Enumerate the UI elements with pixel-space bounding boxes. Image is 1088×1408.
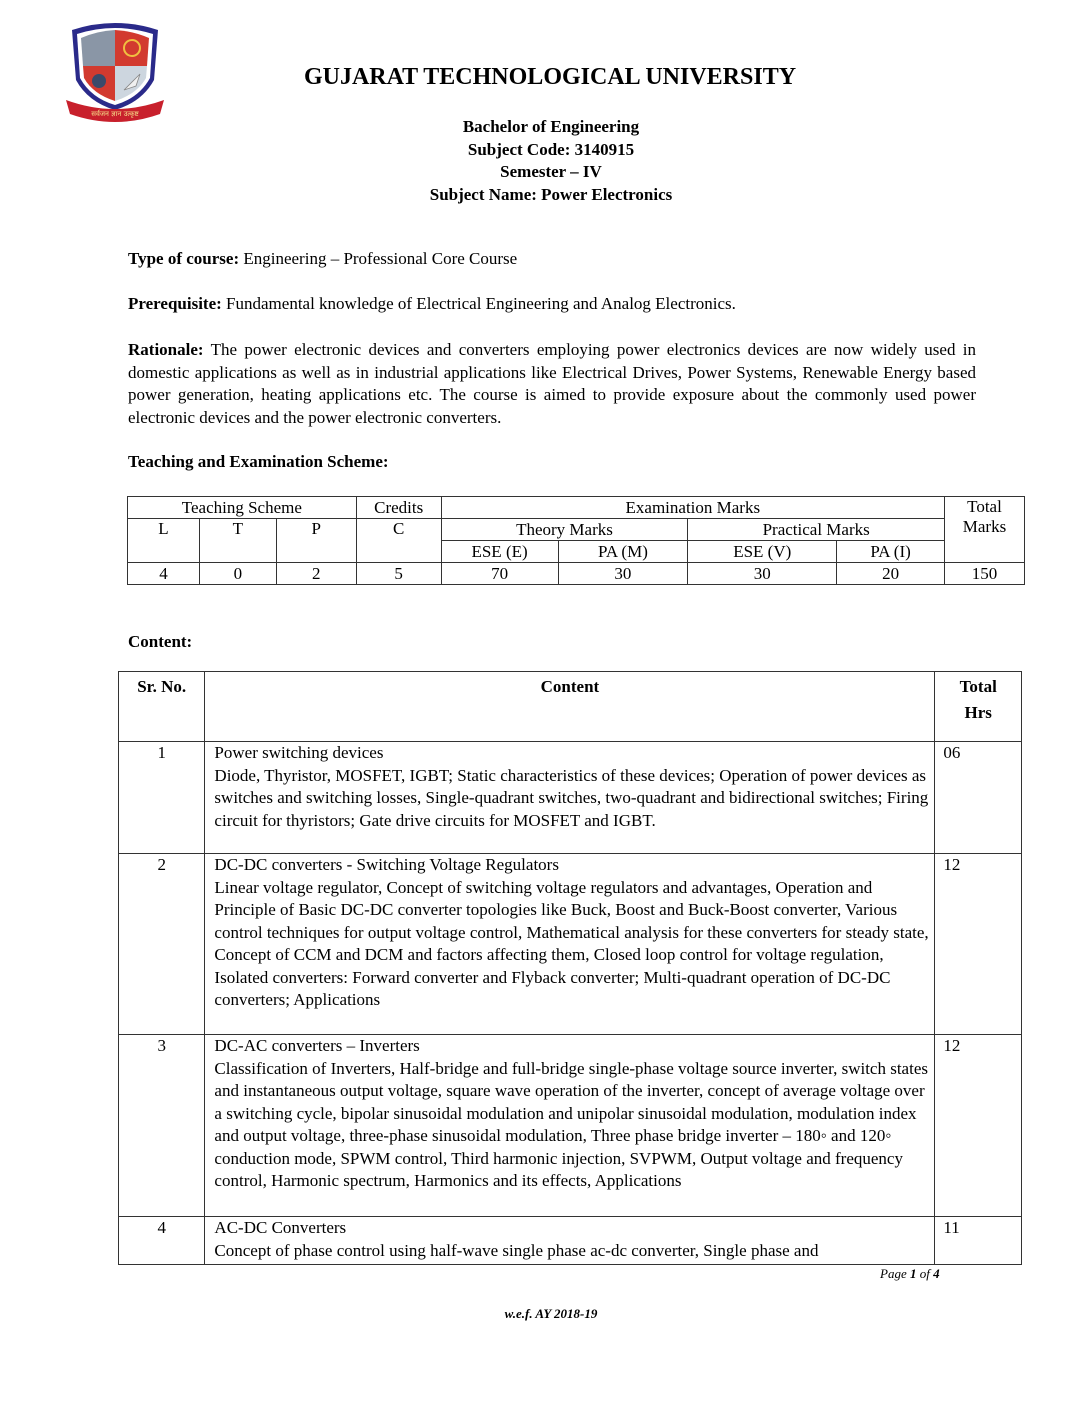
value-ese-v: 30 [688,563,837,585]
effective-year: w.e.f. AY 2018-19 [504,1306,598,1321]
type-of-course-label: Type of course: [128,249,240,268]
row-hrs: 11 [935,1217,1022,1265]
page-total: 4 [933,1266,940,1281]
value-C: 5 [356,563,441,585]
course-header [0,116,1088,206]
teaching-exam-scheme-table [127,496,1025,585]
of-word: of [916,1266,934,1281]
rationale-value: The power electronic devices and converters employing power electronics devices are now widely used in domestic applications as well as in industrial applications like Electrical Drives, Power Systems, Renewable Energy based power generation, heating applications etc. The course is aimed to provide exposure about the commonly used power electronic devices and the power electronic converters. [128,340,976,427]
header-hrs-label: Hrs [964,703,992,722]
header-ese-v: ESE (V) [688,541,837,563]
header-teaching-scheme: Teaching Scheme [128,497,357,519]
content-heading: Content: [128,632,193,651]
table-row [119,742,1022,854]
row-sr: 2 [119,854,205,1035]
page-current: 1 [909,1266,917,1281]
row-hrs: 06 [935,742,1022,854]
value-pa-m: 30 [558,563,688,585]
rationale [128,339,976,429]
header-ese-e: ESE (E) [441,541,558,563]
header-pa-i: PA (I) [837,541,945,563]
prerequisite-value: Fundamental knowledge of Electrical Engineering and Analog Electronics. [221,294,736,313]
header-P: P [276,519,356,563]
row-content [205,1217,935,1265]
row-sr: 1 [119,742,205,854]
semester: Semester – IV [500,162,602,181]
value-pa-i: 20 [837,563,945,585]
page-word: Page [880,1266,910,1281]
row-sr: 4 [119,1217,205,1265]
content-table [118,671,1022,1265]
type-of-course [128,248,976,271]
page-number [880,1266,940,1282]
table-row [119,1217,1022,1265]
value-T: 0 [199,563,276,585]
row-title: DC-AC converters – Inverters [214,1036,420,1055]
row-title: DC-DC converters - Switching Voltage Regulators [214,855,559,874]
header-sr-no: Sr. No. [119,672,205,742]
header-exam-marks: Examination Marks [441,497,944,519]
row-hrs: 12 [935,854,1022,1035]
degree: Bachelor of Engineering [462,117,640,136]
subject-name: Subject Name: Power Electronics [429,184,673,204]
subject-code: Subject Code: 3140915 [467,139,635,159]
row-body: Linear voltage regulator, Concept of switching voltage regulators and advantages, Operation and Principle of Basic DC-DC converter topologies like Buck, Boost and Buck-Boost converter, Various control techniques for output voltage control, Mathematical analysis for these converters for steady state, Concept of CCM and DCM and factors affecting them, Closed loop control for voltage regulation, Isolated converters: Forward converter and Flyback converter; Multi-quadrant operation of DC-DC converters; Applications [214,877,929,1009]
header-practical-marks: Practical Marks [688,519,945,541]
header-total-hrs [935,672,1022,742]
row-content [205,1035,935,1217]
row-content [205,854,935,1035]
scheme-values-row [128,563,1025,585]
row-content [205,742,935,854]
value-ese-e: 70 [441,563,558,585]
row-body: Classification of Inverters, Half-bridge and full-bridge single-phase voltage source inverter, switch states and instantaneous output voltage, square wave operation of the inverter, concept of average voltage over a switching cycle, bipolar sinusoidal modulation and unipolar sinusoidal modulation, modulation index and output voltage, three-phase sinusoidal modulation, Three phase bridge inverter – 180◦ and 120◦ conduction mode, SPWM control, Third harmonic injection, SVPWM, Output voltage and frequency control, Harmonic spectrum, Harmonics and its effects, Applications [214,1058,928,1190]
value-L: 4 [128,563,200,585]
row-body: Diode, Thyristor, MOSFET, IGBT; Static characteristics of these devices; Operation of power devices as switches and switching losses, Single-quadrant switches, two-quadrant and bidirectional switches; Firing circuit for thyristors; Gate drive circuits for MOSFET and IGBT. [214,765,929,830]
prerequisite [128,293,976,316]
type-of-course-value: Engineering – Professional Core Course [239,249,518,268]
row-hrs: 12 [935,1035,1022,1217]
header-T: T [199,519,276,563]
rationale-label: Rationale: [128,340,204,359]
university-title: GUJARAT TECHNOLOGICAL UNIVERSITY [303,64,797,90]
row-title: Power switching devices [214,743,384,762]
header-C: C [356,519,441,563]
header-total-marks: Total Marks [945,497,1025,563]
scheme-heading: Teaching and Examination Scheme: [128,452,389,471]
value-total: 150 [945,563,1025,585]
prerequisite-label: Prerequisite: [128,294,222,313]
row-title: AC-DC Converters [214,1218,347,1237]
row-body: Concept of phase control using half-wave single phase ac-dc converter, Single phase and [214,1240,819,1260]
header-pa-m: PA (M) [558,541,688,563]
header-L: L [128,519,200,563]
table-row [119,854,1022,1035]
value-P: 2 [276,563,356,585]
table-row [119,1035,1022,1217]
row-sr: 3 [119,1035,205,1217]
svg-text:सर्वजन ज्ञान उत्कृष्ट: सर्वजन ज्ञान उत्कृष्ट [91,110,139,118]
header-content: Content [205,672,935,742]
header-credits: Credits [356,497,441,519]
header-total-label: Total [959,677,997,696]
header-theory-marks: Theory Marks [441,519,688,541]
